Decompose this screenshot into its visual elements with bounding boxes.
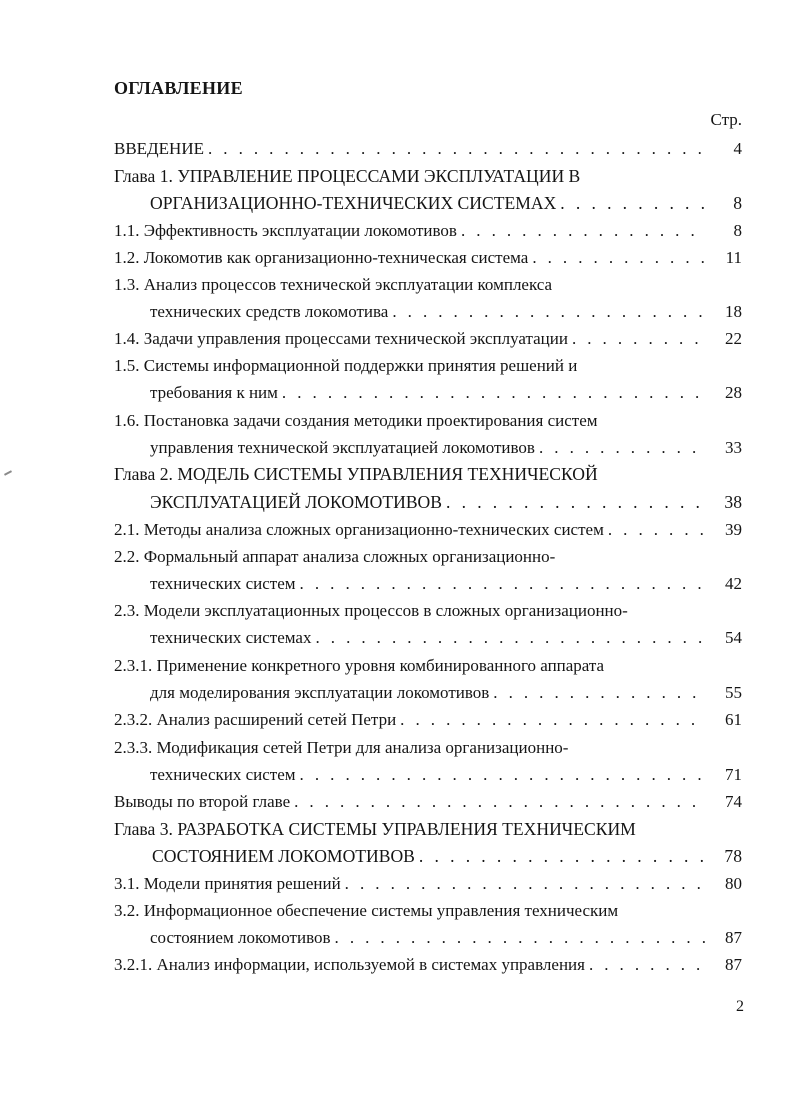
toc-entry	[114, 137, 742, 161]
toc-entry-page: 11	[725, 248, 742, 267]
toc-entry-page: 74	[725, 792, 742, 811]
toc-entry-page: 87	[725, 955, 742, 974]
page-column-label: Стр.	[710, 110, 742, 129]
toc-entry-page: 80	[725, 874, 742, 893]
toc-entry-text: 2.3.1. Применение конкретного уровня комбинированного аппарата	[114, 656, 605, 675]
leader-dots	[400, 708, 706, 732]
leader-dots	[572, 327, 706, 351]
toc-entry-text: для моделирования эксплуатации локомотивов	[150, 683, 490, 702]
toc-entry-first-line	[114, 409, 742, 433]
toc-entry-text: Глава 3. РАЗРАБОТКА СИСТЕМЫ УПРАВЛЕНИЯ ТЕХНИЧЕСКИМ	[114, 819, 636, 839]
leader-dots	[560, 191, 706, 215]
toc-entry-text: ЭКСПЛУАТАЦИЕЙ ЛОКОМОТИВОВ	[150, 492, 442, 512]
leader-dots	[392, 300, 706, 324]
toc-entry	[150, 436, 742, 460]
leader-dots	[208, 137, 706, 161]
leader-dots	[446, 490, 706, 514]
toc-entry	[152, 844, 742, 868]
leader-dots	[345, 872, 706, 896]
toc-entry-text: Выводы по второй главе	[114, 792, 291, 811]
toc-entry-page: 4	[733, 139, 742, 158]
toc-entry-page: 39	[725, 520, 742, 539]
leader-dots	[461, 219, 706, 243]
leader-dots	[294, 790, 706, 814]
toc-entry-text: 3.2. Информационное обеспечение системы управления техническим	[114, 901, 619, 920]
toc-entry-text: 2.3.2. Анализ расширений сетей Петри	[114, 710, 397, 729]
toc-entry	[150, 191, 742, 215]
toc-entry	[150, 926, 742, 950]
toc-entry-text: 1.5. Системы информационной поддержки принятия решений и	[114, 356, 578, 375]
toc-entry-page: 18	[725, 302, 742, 321]
toc-entry-text: ВВЕДЕНИЕ	[114, 139, 204, 158]
leader-dots	[282, 381, 706, 405]
leader-dots	[608, 518, 706, 542]
toc-entry-text: 1.6. Постановка задачи создания методики проектирования систем	[114, 411, 598, 430]
toc-entry-text: 2.2. Формальный аппарат анализа сложных организационно-	[114, 547, 556, 566]
toc-entry-first-line	[114, 545, 742, 569]
toc-entry-page: 38	[724, 492, 742, 512]
toc-entry	[114, 790, 742, 814]
toc-entry-page: 54	[725, 628, 742, 647]
toc-entry-first-line	[114, 736, 742, 760]
page-title: ОГЛАВЛЕНИЕ	[114, 78, 243, 98]
toc-entry-text: 1.4. Задачи управления процессами технической эксплуатации	[114, 329, 568, 348]
leader-dots	[419, 844, 706, 868]
toc-entry	[150, 626, 742, 650]
toc-entry-text: технических систем	[150, 574, 296, 593]
toc-entry	[150, 681, 742, 705]
toc-entry	[150, 572, 742, 596]
toc-entry-page: 22	[725, 329, 742, 348]
toc-entry-page: 55	[725, 683, 742, 702]
toc-entry-text: ОРГАНИЗАЦИОННО-ТЕХНИЧЕСКИХ СИСТЕМАХ	[150, 193, 557, 213]
toc-entry	[114, 708, 742, 732]
toc-chapter-heading	[114, 817, 742, 841]
leader-dots	[335, 926, 706, 950]
toc-entry-page: 8	[733, 193, 742, 213]
leader-dots	[539, 436, 706, 460]
leader-dots	[532, 246, 706, 270]
toc-entry	[114, 219, 742, 243]
toc-entry-page: 42	[725, 574, 742, 593]
toc-entry-text: 2.1. Методы анализа сложных организационно-технических систем	[114, 520, 604, 539]
toc-entry-text: состоянием локомотивов	[150, 928, 331, 947]
toc-entry-text: технических средств локомотива	[150, 302, 389, 321]
toc-entry-first-line	[114, 899, 742, 923]
scan-mark	[4, 470, 12, 476]
toc-entry-text: Глава 1. УПРАВЛЕНИЕ ПРОЦЕССАМИ ЭКСПЛУАТАЦИИ В	[114, 166, 581, 186]
toc-entry	[114, 246, 742, 270]
toc-entry-page: 87	[725, 928, 742, 947]
toc-entry-text: 1.2. Локомотив как организационно-техническая система	[114, 248, 529, 267]
toc-entry-text: 1.1. Эффективность эксплуатации локомотивов	[114, 221, 457, 240]
toc-entry	[114, 518, 742, 542]
toc-entry	[114, 872, 742, 896]
toc-entry	[114, 327, 742, 351]
toc-entry-text: 3.2.1. Анализ информации, используемой в системах управления	[114, 955, 585, 974]
toc-entry-text: СОСТОЯНИЕМ ЛОКОМОТИВОВ	[152, 846, 415, 866]
toc-entry-page: 28	[725, 383, 742, 402]
leader-dots	[300, 572, 706, 596]
toc-entry-text: 1.3. Анализ процессов технической эксплуатации комплекса	[114, 275, 553, 294]
toc-entry-first-line	[114, 599, 742, 623]
toc-entry-page: 33	[725, 438, 742, 457]
toc-chapter-heading	[114, 462, 742, 486]
leader-dots	[589, 953, 706, 977]
toc-entry-text: требования к ним	[150, 383, 278, 402]
toc-entry	[150, 763, 742, 787]
page-number: 2	[736, 998, 744, 1015]
toc-entry-page: 61	[725, 710, 742, 729]
toc-entry-text: 3.1. Модели принятия решений	[114, 874, 341, 893]
toc-entry	[114, 953, 742, 977]
toc-entry-first-line	[114, 273, 742, 297]
toc-entry-text: управления технической эксплуатацией локомотивов	[150, 438, 535, 457]
leader-dots	[300, 763, 706, 787]
toc-entry-text: технических системах	[150, 628, 312, 647]
toc-entry-first-line	[114, 354, 742, 378]
toc-entry	[150, 300, 742, 324]
toc-entry-text: 2.3. Модели эксплуатационных процессов в сложных организационно-	[114, 601, 628, 620]
toc-chapter-heading	[114, 164, 742, 188]
leader-dots	[315, 626, 706, 650]
toc-entry-page: 71	[725, 765, 742, 784]
toc-entry-text: 2.3.3. Модификация сетей Петри для анализа организационно-	[114, 738, 569, 757]
toc-entry-page: 78	[724, 846, 742, 866]
toc-entry-text: технических систем	[150, 765, 296, 784]
toc-entry-first-line	[114, 654, 742, 678]
toc-entry	[150, 381, 742, 405]
toc-entry-page: 8	[733, 221, 742, 240]
toc-entry-text: Глава 2. МОДЕЛЬ СИСТЕМЫ УПРАВЛЕНИЯ ТЕХНИЧЕСКОЙ	[114, 464, 598, 484]
toc-entry	[150, 490, 742, 514]
leader-dots	[493, 681, 706, 705]
